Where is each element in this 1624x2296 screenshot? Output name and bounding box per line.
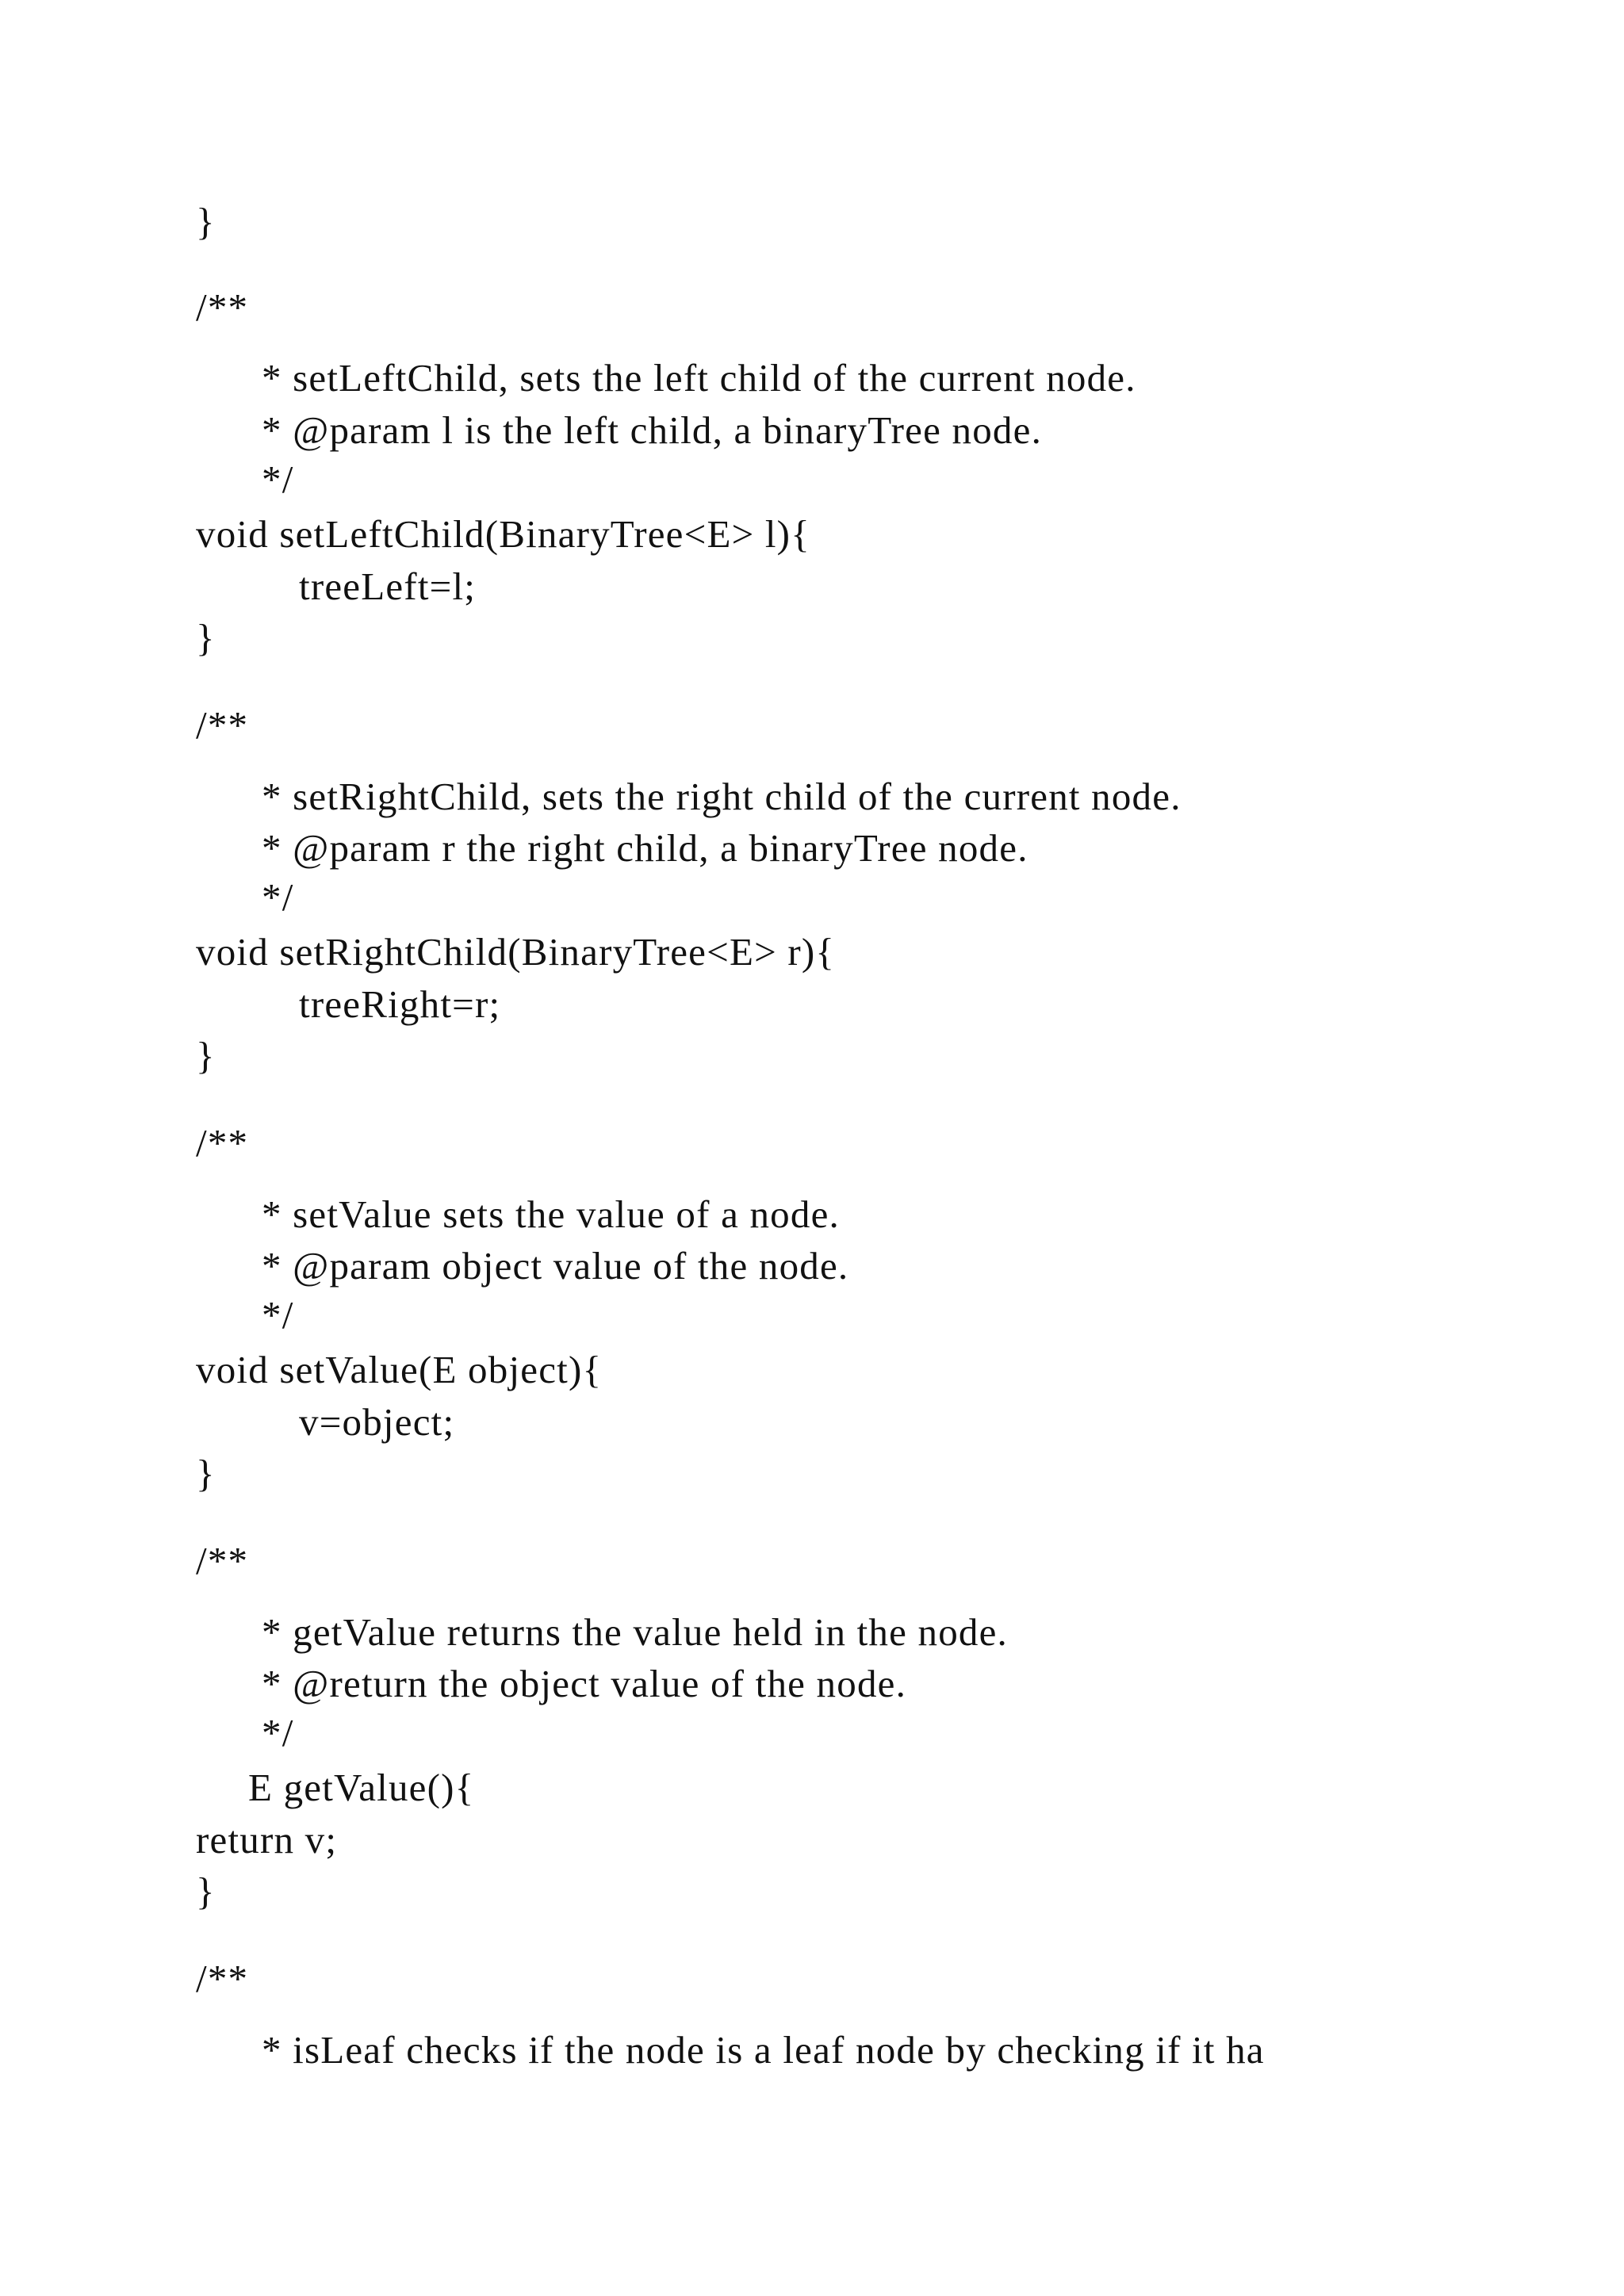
code-line: treeRight=r;: [299, 982, 501, 1026]
comment-open: /**: [196, 285, 249, 329]
code-line: treeLeft=l;: [299, 564, 477, 608]
comment-close: */: [262, 1293, 294, 1337]
code-line: }: [196, 616, 216, 660]
code-line: void setRightChild(BinaryTree<E> r){: [196, 930, 836, 974]
comment-close: */: [262, 1711, 294, 1755]
comment-close: */: [262, 875, 294, 919]
code-line: void setValue(E object){: [196, 1348, 603, 1391]
code-line: }: [196, 1452, 216, 1495]
code-line: }: [196, 1034, 216, 1077]
comment-line: * @param object value of the node.: [262, 1244, 849, 1288]
comment-line: * setRightChild, sets the right child of the current node.: [262, 775, 1182, 818]
code-line: void setLeftChild(BinaryTree<E> l){: [196, 512, 810, 556]
comment-line: * getValue returns the value held in the node.: [262, 1610, 1009, 1654]
comment-open: /**: [196, 1121, 249, 1165]
comment-line: * isLeaf checks if the node is a leaf node by checking if it ha: [262, 2028, 1265, 2072]
comment-line: * @param l is the left child, a binaryTree node.: [262, 408, 1043, 452]
comment-line: * setValue sets the value of a node.: [262, 1192, 840, 1236]
comment-close: */: [262, 457, 294, 501]
comment-open: /**: [196, 1539, 249, 1582]
code-line: v=object;: [299, 1400, 455, 1444]
code-line: }: [196, 1869, 216, 1913]
comment-open: /**: [196, 703, 249, 747]
code-line: }: [196, 200, 216, 243]
code-line: E getValue(){: [248, 1766, 475, 1809]
code-line: return v;: [196, 1818, 338, 1862]
comment-line: * setLeftChild, sets the left child of the current node.: [262, 356, 1136, 400]
comment-line: * @return the object value of the node.: [262, 1662, 907, 1705]
comment-open: /**: [196, 1957, 249, 2000]
comment-line: * @param r the right child, a binaryTree node.: [262, 826, 1028, 870]
